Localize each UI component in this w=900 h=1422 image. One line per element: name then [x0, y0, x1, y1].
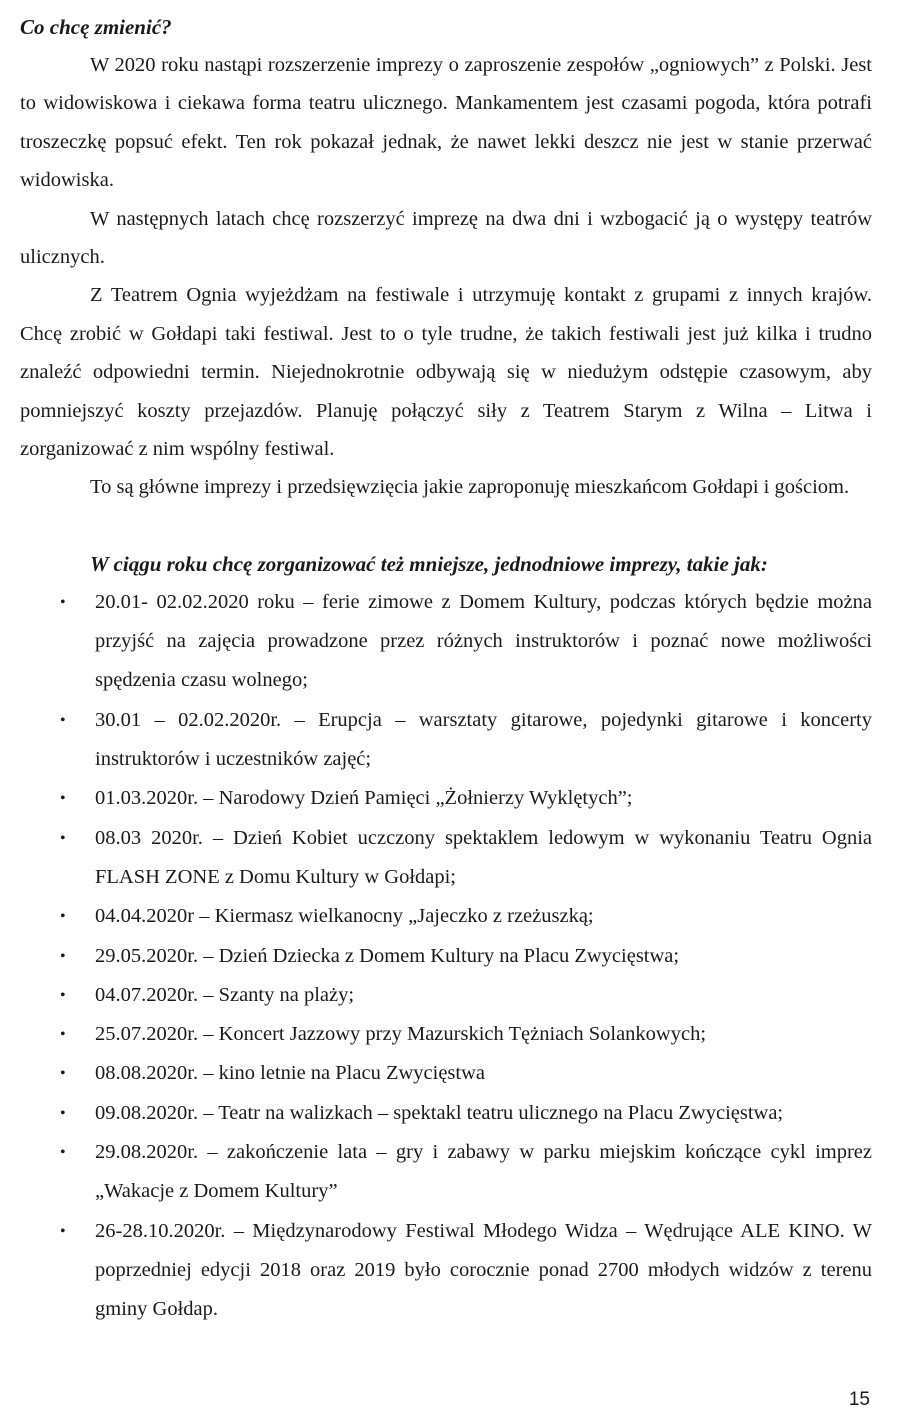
paragraph: W następnych latach chcę rozszerzyć imprezę na dwa dni i wzbogacić ją o występy teatrów ulicznych.	[20, 207, 872, 269]
bullet-icon: •	[60, 1065, 66, 1083]
spacer	[20, 507, 872, 545]
bullet-icon: •	[60, 711, 66, 729]
paragraph: Z Teatrem Ognia wyjeżdżam na festiwale i utrzymuję kontakt z grupami z innych krajów. Chcę zrobić w Gołdapi taki festiwal. Jest to o tyle trudne, że takich festiwali jest już kilka i trudno znaleźć odpowiedni termin. Niejednokrotnie odbywają się w niedużym odstępie czasowym, aby pomniejszyć koszty przejazdów. Planuję połączyć siły z Teatrem Starym z Wilna – Litwa i zorganizować z nim wspólny festiwal.	[20, 284, 872, 461]
events-heading: W ciągu roku chcę zorganizować też mniejsze, jednodniowe imprezy, takie jak:	[90, 551, 768, 576]
list-item	[20, 583, 872, 701]
list-item-text: 29.08.2020r. – zakończenie lata – gry i zabawy w parku miejskim kończące cykl imprez „Wakacje z Domem Kultury”	[95, 1141, 872, 1203]
list-item-text: 26-28.10.2020r. – Międzynarodowy Festiwal Młodego Widza – Wędrujące ALE KINO. W poprzedniej edycji 2018 oraz 2019 było corocznie ponad 2700 młodych widzów z terenu gminy Gołdap.	[95, 1219, 872, 1321]
section-heading: Co chcę zmienić?	[20, 15, 172, 39]
document-page	[20, 8, 872, 1330]
bullet-icon: •	[60, 908, 66, 926]
list-item-text: 29.05.2020r. – Dzień Dziecka z Domem Kultury na Placu Zwycięstwa;	[95, 944, 680, 967]
bullet-icon: •	[60, 1026, 66, 1044]
list-item-text: 09.08.2020r. – Teatr na walizkach – spektakl teatru ulicznego na Placu Zwycięstwa;	[95, 1101, 784, 1124]
list-item	[20, 1015, 872, 1054]
list-item	[20, 897, 872, 936]
list-item-text: 30.01 – 02.02.2020r. – Erupcja – warsztaty gitarowe, pojedynki gitarowe i koncerty instruktorów i uczestników zajęć;	[95, 708, 872, 771]
list-item-text: 04.07.2020r. – Szanty na plaży;	[95, 983, 355, 1006]
list-item-text: 20.01- 02.02.2020 roku – ferie zimowe z Domem Kultury, podczas których będzie można przyjść na zajęcia prowadzone przez różnych instruktorów i poznać nowe możliwości spędzenia czasu wolnego;	[95, 590, 872, 692]
bullet-icon: •	[60, 1144, 66, 1162]
list-item	[20, 937, 872, 976]
bullet-icon: •	[60, 1222, 66, 1240]
bullet-icon: •	[60, 829, 66, 847]
bullet-icon: •	[60, 947, 66, 965]
list-item-text: 25.07.2020r. – Koncert Jazzowy przy Mazurskich Tężniach Solankowych;	[95, 1023, 707, 1046]
bullet-icon: •	[60, 1104, 66, 1122]
bullet-icon: •	[60, 593, 66, 611]
list-item	[20, 1054, 872, 1093]
bullet-icon: •	[60, 790, 66, 808]
list-item	[20, 1133, 872, 1212]
list-item	[20, 976, 872, 1015]
events-list	[20, 583, 872, 1330]
list-item-text: 08.08.2020r. – kino letnie na Placu Zwycięstwa	[95, 1062, 485, 1085]
list-item	[20, 779, 872, 818]
list-item	[20, 819, 872, 898]
list-item	[20, 1212, 872, 1330]
paragraph: To są główne imprezy i przedsięwzięcia jakie zaproponuję mieszkańcom Gołdapi i gościom.	[90, 476, 850, 499]
list-item-text: 01.03.2020r. – Narodowy Dzień Pamięci „Żołnierzy Wyklętych”;	[95, 787, 633, 810]
bullet-icon: •	[60, 986, 66, 1004]
list-item-text: 08.03 2020r. – Dzień Kobiet uczczony spektaklem ledowym w wykonaniu Teatru Ognia FLASH ZONE z Domu Kultury w Gołdapi;	[95, 826, 872, 888]
list-item	[20, 1094, 872, 1133]
paragraph: W 2020 roku nastąpi rozszerzenie imprezy o zaproszenie zespołów „ogniowych” z Polski. Jest to widowiskowa i ciekawa forma teatru ulicznego. Mankamentem jest czasami pogoda, która potrafi troszeczkę popsuć efekt. Ten rok pokazał jednak, że nawet lekki deszcz nie jest w stanie przerwać widowiska.	[20, 54, 872, 192]
list-item	[20, 701, 872, 780]
list-item-text: 04.04.2020r – Kiermasz wielkanocny „Jajeczko z rzeżuszką;	[95, 905, 594, 928]
page-number: 15	[848, 1389, 870, 1410]
